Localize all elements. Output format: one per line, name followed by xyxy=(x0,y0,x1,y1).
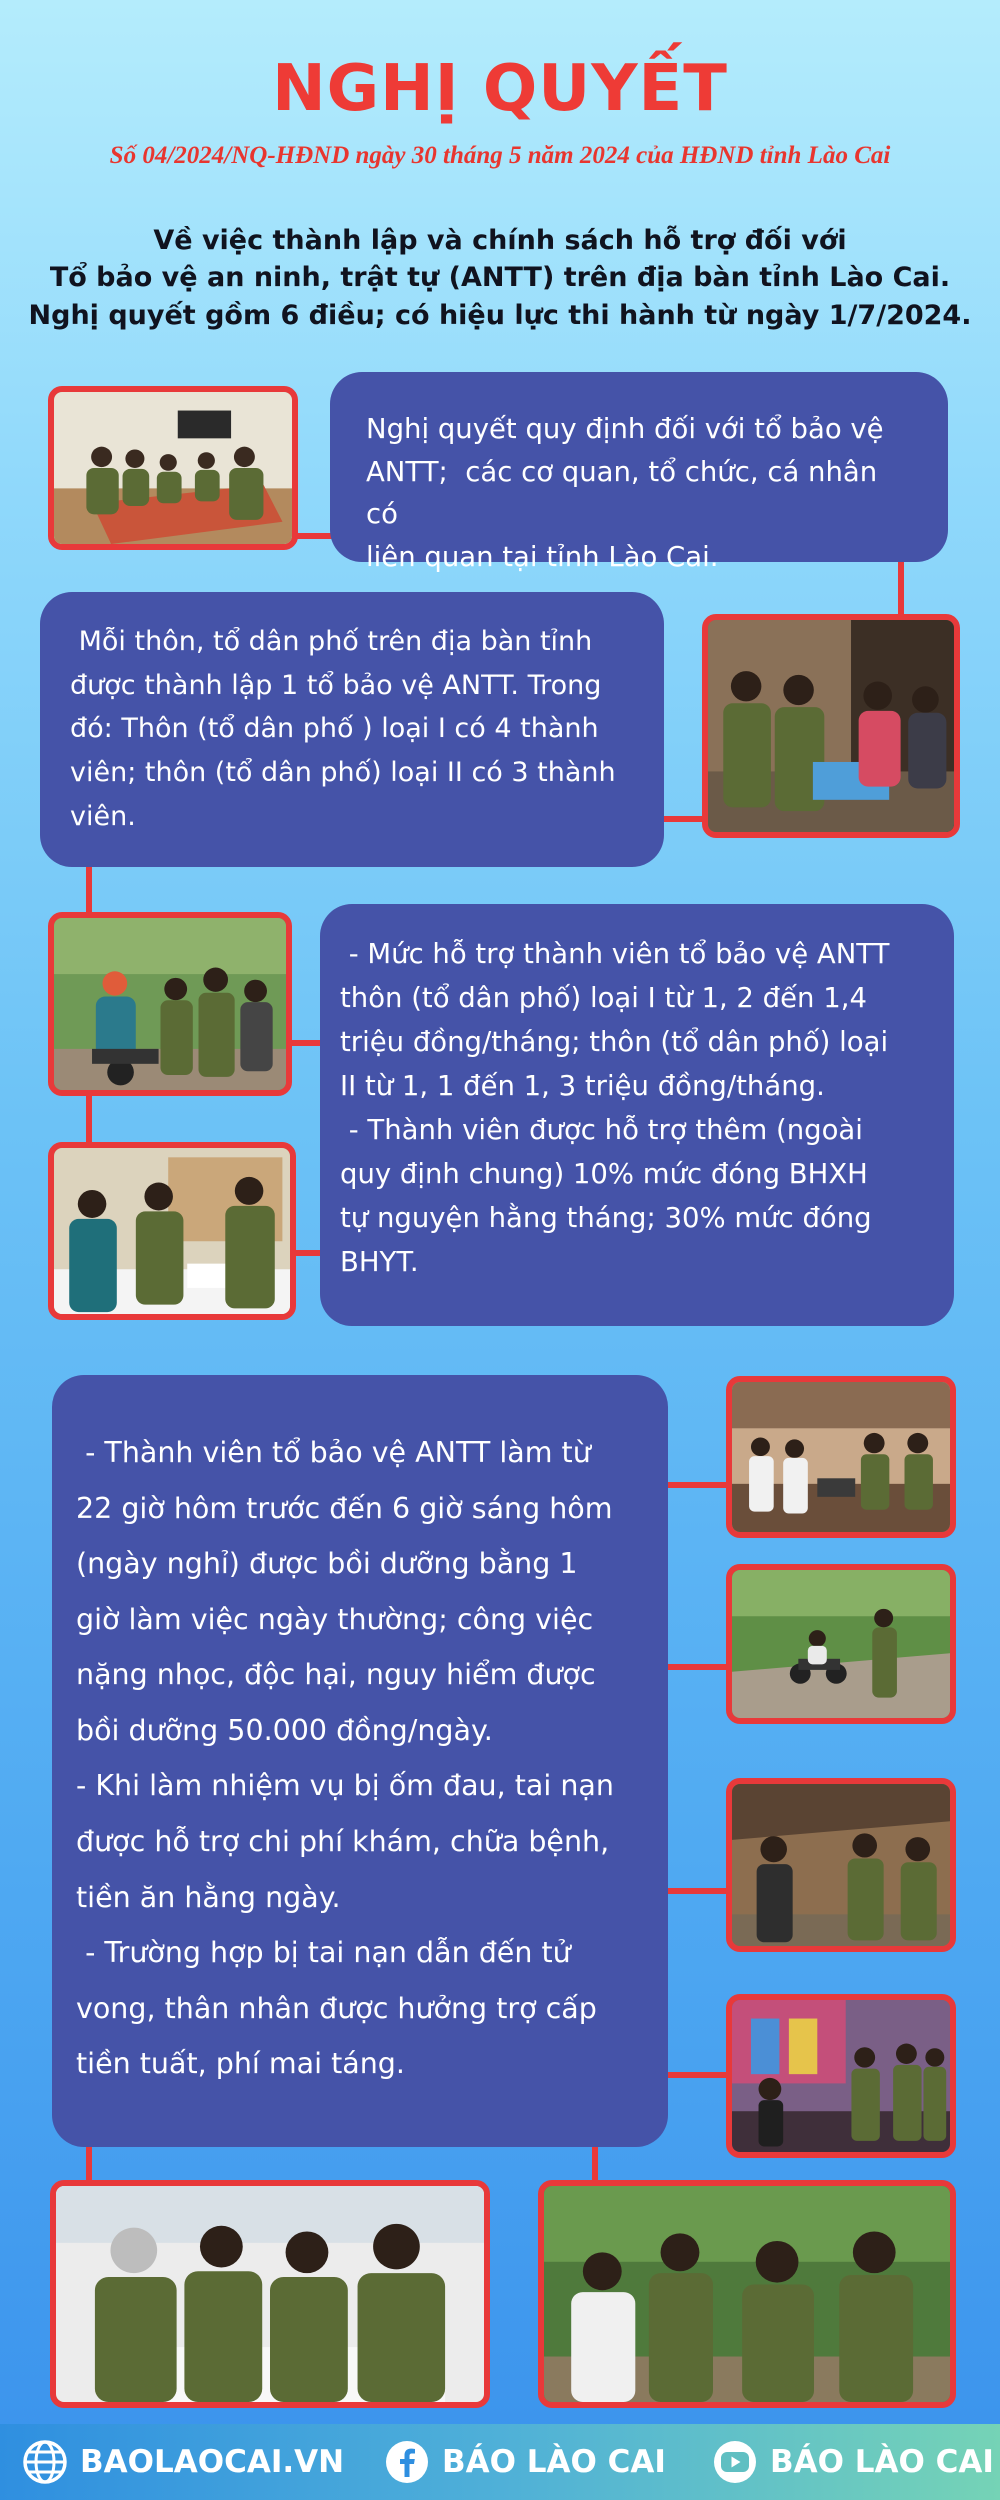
allowance-box xyxy=(52,1375,668,2147)
connector-line xyxy=(668,1664,730,1670)
photo-roadside-stop xyxy=(726,1564,956,1724)
photo-document-check xyxy=(48,1142,296,1320)
photo-reception xyxy=(726,1376,956,1538)
photo-house-visit xyxy=(726,1778,956,1952)
connector-line xyxy=(668,2072,730,2078)
connector-line xyxy=(86,1093,92,1145)
connector-line xyxy=(86,2145,92,2183)
photo-road-patrol xyxy=(48,912,292,1096)
team-composition-box xyxy=(40,592,664,867)
connector-line xyxy=(295,533,335,539)
website-link[interactable] xyxy=(22,2424,344,2500)
youtube-label: BÁO LÀO CAI xyxy=(770,2444,994,2480)
globe-icon xyxy=(22,2439,68,2485)
footer-bar xyxy=(0,2424,1000,2500)
facebook-link[interactable] xyxy=(384,2424,666,2500)
support-level-text: - Mức hỗ trợ thành viên tổ bảo vệ ANTT thôn (tổ dân phố) loại I từ 1, 2 đến 1,4 triệu đồng/tháng; thôn (tổ dân phố) loại II từ 1, 1 đến 1, 3 triệu đồng/tháng. - Thành viên được hỗ trợ thêm (ngoài quy định chung) 10% mức đóng BHXH tự nguyện hằng tháng; 30% mức đóng BHYT. xyxy=(340,938,890,1278)
allowance-text: - Thành viên tổ bảo vệ ANTT làm từ 22 giờ hôm trước đến 6 giờ sáng hôm (ngày nghỉ) được bồi dưỡng bằng 1 giờ làm việc ngày thường; công việc nặng nhọc, độc hại, nguy hiểm được bồi dưỡng 50.000 đồng/ngày. - Khi làm nhiệm vụ bị ốm đau, tai nạn được hỗ trợ chi phí khám, chữa bệnh, tiền ăn hằng ngày. - Trường hợp bị tai nạn dẫn đến tử vong, thân nhân được hưởng trợ cấp tiền tuất, phí mai táng. xyxy=(76,1436,614,2081)
team-composition-text: Mỗi thôn, tổ dân phố trên địa bàn tỉnh được thành lập 1 tổ bảo vệ ANTT. Trong đó: Thôn (tổ dân phố ) loại I có 4 thành viên; thôn (tổ dân phố) loại II có 3 thành viên. xyxy=(70,626,616,832)
photo-visit-household xyxy=(702,614,960,838)
page-title: NGHỊ QUYẾT xyxy=(272,52,728,126)
youtube-icon xyxy=(712,2439,758,2485)
intro-line: Nghị quyết gồm 6 điều; có hiệu lực thi hành từ ngày 1/7/2024. xyxy=(28,299,972,331)
connector-line xyxy=(592,2145,598,2183)
facebook-icon xyxy=(384,2439,430,2485)
photo-field-inspection xyxy=(538,2180,956,2408)
connector-line xyxy=(668,1888,730,1894)
resolution-subtitle: Số 04/2024/NQ-HĐND ngày 30 tháng 5 năm 2024 của HĐND tỉnh Lào Cai xyxy=(109,142,891,169)
scope-text: Nghị quyết quy định đối với tổ bảo vệ ANTT; các cơ quan, tổ chức, cá nhân có liên quan tại tỉnh Lào Cai. xyxy=(366,413,884,573)
connector-line xyxy=(290,1040,324,1046)
intro-line: Về việc thành lập và chính sách hỗ trợ đối với xyxy=(153,225,847,256)
website-label: BAOLAOCAI.VN xyxy=(80,2444,345,2480)
photo-reviewing-plan xyxy=(50,2180,490,2408)
scope-box xyxy=(330,372,948,573)
support-level-box xyxy=(320,904,954,1326)
photo-meeting xyxy=(48,386,298,550)
facebook-label: BÁO LÀO CAI xyxy=(442,2444,666,2480)
youtube-link[interactable] xyxy=(712,2424,994,2500)
connector-line xyxy=(668,1482,730,1488)
connector-line xyxy=(662,816,706,822)
intro-line: Tổ bảo vệ an ninh, trật tự (ANTT) trên địa bàn tỉnh Lào Cai. xyxy=(49,262,951,294)
connector-line xyxy=(86,865,92,915)
intro-text xyxy=(20,222,980,334)
photo-market-stall xyxy=(726,1994,956,2158)
